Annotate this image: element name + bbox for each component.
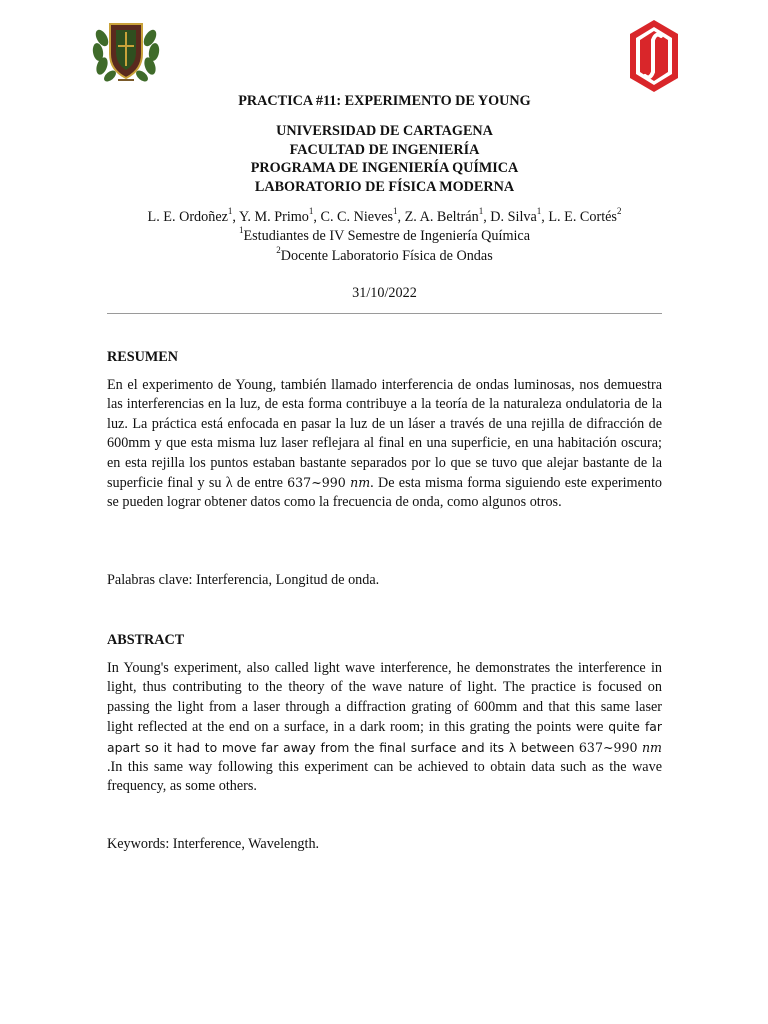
abstract-heading: ABSTRACT	[107, 632, 185, 648]
institution-block	[107, 122, 662, 196]
affiliation-teacher: $^2$Docente Laboratorio Física de Ondas	[276, 245, 493, 264]
laboratory-name: LABORATORIO DE FÍSICA MODERNA	[254, 178, 515, 195]
faculty-integral-logo	[628, 18, 680, 94]
author-affiliation-mark: 1	[478, 206, 484, 217]
wavelength-unit: nm	[641, 739, 662, 755]
author-name: C. C. Nieves	[320, 209, 394, 225]
resumen-paragraph: En el experimento de Young, también llamado interferencia de ondas luminosas, nos demuestra las interferencias en la luz, de esta forma contribuye a la teoría de la naturaleza ondulatoria de la luz. La práctica está enfocada en pasar la luz de un láser a través de una rejilla de difracción de 600mm y que esta misma luz laser reflejara al final en una superficie, en una habitación oscura; en esta rejilla los puntos estaban bastante separados por lo que se tuvo que alejar bastante de la superficie final y su λ de entre 637~990 nm. De esta misma forma siguiendo este experimento se pueden lograr obtener datos como la frecuencia de onda, como algunos otros.	[107, 377, 663, 511]
author-name: L. E. Ordoñez	[147, 209, 228, 225]
keywords: Keywords: Interference, Wavelength.	[107, 836, 320, 852]
program-name: PROGRAMA DE INGENIERÍA QUÍMICA	[250, 160, 519, 176]
wavelength-range: 637~990	[578, 739, 638, 755]
document-date: 31/10/2022	[352, 285, 417, 301]
affiliation-students: $^1$Estudiantes de IV Semestre de Ingeniería Química	[238, 225, 531, 244]
wavelength-unit: nm	[350, 475, 371, 491]
affiliation-block	[107, 226, 662, 266]
faculty-name: FACULTAD DE INGENIERÍA	[289, 141, 480, 158]
author-affiliation-mark: 1	[393, 206, 398, 217]
abstract-paragraph: In Young's experiment, also called light wave interference, he demonstrates the interference in light, thus contributing to the theory of the wave nature of light. The practice is focused on passing the light from a laser through a diffraction grating of 600mm and that this same laser light reflected at the end on a surface, in a dark room; in this grating the points were quite far apart so it had to move far away from the final surface and its λ between 637~990 nm .In this same way following this experiment can be achieved to obtain data such as the wave frequency, as some others.	[107, 660, 662, 795]
author-name: L. E. Cortés	[548, 209, 617, 225]
author-list: L. E. Ordoñez$^1$, Y. M. Primo$^1$, C. C. Nieves$^1$, Z. A. Beltrán$^1$, D. Silva$^1$, L. E. Cortés$^2$	[147, 206, 622, 225]
author-affiliation-mark: 1	[536, 206, 542, 217]
author-affiliation-mark: 2	[616, 206, 622, 217]
university-name: UNIVERSIDAD DE CARTAGENA	[276, 123, 493, 139]
author-affiliation-mark: 1	[308, 206, 314, 217]
header-divider	[107, 313, 662, 314]
resumen-heading: RESUMEN	[107, 349, 178, 365]
university-crest-logo	[88, 16, 164, 84]
author-affiliation-mark: 1	[227, 206, 233, 217]
palabras-clave: Palabras clave: Interferencia, Longitud de onda.	[107, 572, 380, 588]
author-name: Y. M. Primo	[239, 209, 309, 225]
wavelength-range: 637~990	[287, 475, 346, 491]
author-name: Z. A. Beltrán	[404, 209, 479, 225]
author-name: D. Silva	[490, 209, 537, 225]
page-title: PRACTICA #11: EXPERIMENTO DE YOUNG	[238, 93, 531, 109]
